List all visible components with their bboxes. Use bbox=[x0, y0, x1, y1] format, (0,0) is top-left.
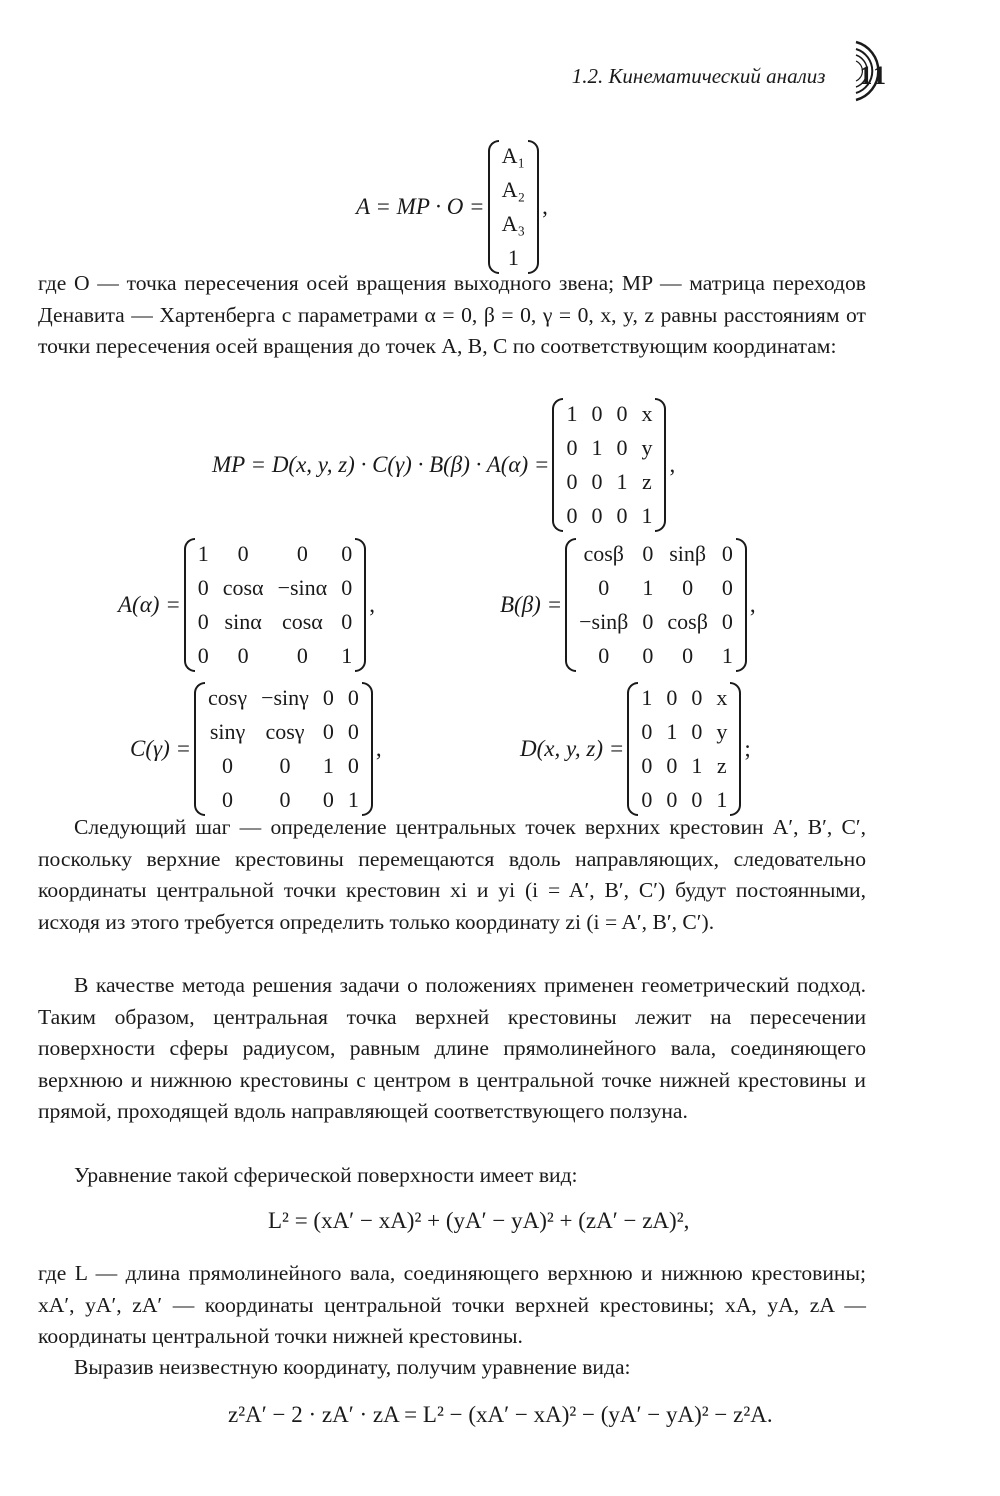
equation-c-gamma: C(γ) = cosγ −sinγ 0 0 sinγ cosγ 0 0 0 0 1 0 0 0 0 1 , bbox=[130, 682, 382, 816]
equation-b-beta: B(β) = cosβ 0 sinβ 0 0 1 0 0 −sinβ 0 cosβ 0 0 0 0 1 , bbox=[500, 538, 756, 672]
paragraph-4: Уравнение такой сферической поверхности имеет вид: bbox=[74, 1163, 578, 1187]
matrix-cell: 0 bbox=[591, 503, 603, 528]
matrix-cell: 0 bbox=[566, 469, 578, 494]
matrix-cell: 1 bbox=[347, 787, 359, 812]
matrix-cell: cosβ bbox=[583, 541, 624, 566]
matrix-cell: 0 bbox=[641, 753, 653, 778]
matrix-cell: 0 bbox=[322, 787, 334, 812]
matrix-cell: 0 bbox=[641, 787, 653, 812]
bracket-right bbox=[736, 538, 747, 672]
matrix-cell: 0 bbox=[222, 753, 234, 778]
matrix-cell: 1 bbox=[591, 435, 603, 460]
bracket-left bbox=[488, 140, 499, 274]
matrix-cell: y bbox=[716, 719, 728, 744]
equation-c-gamma-lhs: C(γ) = bbox=[130, 736, 191, 761]
matrix-cell: x bbox=[716, 685, 728, 710]
equation-d: D(x, y, z) = 1 0 0 x 0 1 0 y 0 0 1 z 0 0 0 1 ; bbox=[520, 682, 751, 816]
paragraph-3: В качестве метода решения задачи о положениях применен геометрический подход. Таким образом, центральная точка верхней крестовины лежит на пересечении поверхности сферы радиусом, равным длине прямолинейного вала, соединяющего верхнюю и нижнюю крестовины с центром в центральной точке нижней крестовины и прямой, проходящей вдоль направляющей соответствующего ползуна. bbox=[38, 973, 866, 1123]
bracket-right bbox=[362, 682, 373, 816]
matrix-cell: 1 bbox=[642, 575, 654, 600]
matrix-cell: 1 bbox=[566, 401, 578, 426]
section-title: 1.2. Кинематический анализ bbox=[571, 63, 826, 88]
equation-a-vector: A = MP · O = A₁ A₂ A₃ 1 , bbox=[356, 140, 548, 274]
matrix-cell: 0 bbox=[598, 643, 610, 668]
matrix-cell: 0 bbox=[296, 541, 308, 566]
equation-b-beta-lhs: B(β) = bbox=[500, 592, 563, 617]
matrix-cell: 0 bbox=[642, 541, 654, 566]
bracket-left bbox=[565, 538, 576, 672]
matrix-cell: 1 bbox=[322, 753, 334, 778]
bracket-left bbox=[552, 398, 563, 532]
matrix-cell: 0 bbox=[682, 643, 694, 668]
matrix-cell: 1 bbox=[197, 541, 209, 566]
matrix-cell: 1 bbox=[666, 719, 678, 744]
matrix-cell: 0 bbox=[616, 503, 628, 528]
matrix-cell: 0 bbox=[591, 469, 603, 494]
paragraph-6: Выразив неизвестную координату, получим уравнение вида: bbox=[74, 1355, 631, 1379]
a-vector-entry: A₂ bbox=[501, 177, 526, 202]
bracket-right bbox=[655, 398, 666, 532]
matrix-cell: 0 bbox=[642, 643, 654, 668]
equation-result: z²A′ − 2 · zA′ · zA = L² − (xA′ − xA)² − (yA′ − yA)² − z²A. bbox=[228, 1402, 773, 1427]
equation-d-lhs: D(x, y, z) = bbox=[520, 736, 625, 761]
matrix-cell: −sinγ bbox=[261, 685, 309, 710]
matrix-cell: 0 bbox=[721, 541, 733, 566]
matrix-cell: 0 bbox=[341, 609, 353, 634]
matrix-cell: 0 bbox=[197, 609, 209, 634]
b-beta-matrix bbox=[579, 538, 733, 672]
matrix-cell: 1 bbox=[716, 787, 728, 812]
page-corner-arcs-icon bbox=[836, 36, 896, 106]
matrix-cell: 0 bbox=[691, 787, 703, 812]
bracket-left bbox=[627, 682, 638, 816]
c-gamma-matrix bbox=[208, 682, 359, 816]
matrix-cell: 0 bbox=[341, 541, 353, 566]
mp-matrix bbox=[566, 398, 652, 532]
matrix-cell: 1 bbox=[341, 643, 353, 668]
a-vector-entry: A₁ bbox=[501, 143, 526, 168]
matrix-cell: 0 bbox=[666, 787, 678, 812]
matrix-cell: 0 bbox=[347, 753, 359, 778]
equation-mp: MP = D(x, y, z) · C(γ) · B(β) · A(α) = 1 0 0 x 0 1 0 y 0 0 1 z 0 0 0 1 , bbox=[212, 398, 675, 532]
matrix-cell: 0 bbox=[691, 685, 703, 710]
matrix-cell: 0 bbox=[566, 503, 578, 528]
d-matrix bbox=[641, 682, 727, 816]
matrix-cell: 0 bbox=[322, 685, 334, 710]
paragraph-2: Следующий шаг — определение центральных точек верхних крестовин A′, B′, C′, поскольку верхние крестовины перемещаются вдоль направляющих, следовательно координаты центральной точки крестовин xi и yi (i = A′, B′, C′) будут постоянными, исходя из этого требуется определить только координату zi (i = A′, B′, C′). bbox=[38, 815, 866, 934]
matrix-cell: 1 bbox=[616, 469, 628, 494]
matrix-cell: 0 bbox=[682, 575, 694, 600]
matrix-cell: 0 bbox=[296, 643, 308, 668]
matrix-cell: 0 bbox=[666, 685, 678, 710]
matrix-cell: 1 bbox=[641, 685, 653, 710]
matrix-cell: 0 bbox=[279, 753, 291, 778]
matrix-cell: 0 bbox=[642, 609, 654, 634]
bracket-left bbox=[194, 682, 205, 816]
matrix-cell: −sinα bbox=[277, 575, 328, 600]
a-alpha-matrix bbox=[198, 538, 352, 672]
matrix-cell: 0 bbox=[721, 575, 733, 600]
equation-a-vector-lhs: A = MP · O = bbox=[356, 194, 485, 219]
equation-a-alpha-lhs: A(α) = bbox=[118, 592, 181, 617]
matrix-cell: 0 bbox=[341, 575, 353, 600]
matrix-cell: 0 bbox=[616, 435, 628, 460]
matrix-cell: 0 bbox=[347, 719, 359, 744]
matrix-cell: cosα bbox=[222, 575, 264, 600]
equation-mp-lhs: MP = D(x, y, z) · C(γ) · B(β) · A(α) = bbox=[212, 452, 550, 477]
matrix-cell: 0 bbox=[197, 575, 209, 600]
matrix-cell: 0 bbox=[322, 719, 334, 744]
page-number: 11 bbox=[859, 61, 888, 90]
matrix-cell: y bbox=[641, 435, 653, 460]
matrix-cell: cosα bbox=[281, 609, 323, 634]
bracket-left bbox=[184, 538, 195, 672]
equation-a-alpha: A(α) = 1 0 0 0 0 cosα −sinα 0 0 sinα cosα 0 0 0 0 1 , bbox=[118, 538, 375, 672]
matrix-cell: 0 bbox=[222, 787, 234, 812]
bracket-right bbox=[528, 140, 539, 274]
matrix-cell: 0 bbox=[566, 435, 578, 460]
matrix-cell: sinγ bbox=[209, 719, 246, 744]
matrix-cell: 0 bbox=[237, 541, 249, 566]
matrix-cell: 1 bbox=[641, 503, 653, 528]
matrix-cell: cosβ bbox=[667, 609, 708, 634]
matrix-cell: cosγ bbox=[208, 685, 248, 710]
matrix-cell: 0 bbox=[347, 685, 359, 710]
equation-sphere: L² = (xA′ − xA)² + (yA′ − yA)² + (zA′ − zA)², bbox=[268, 1208, 690, 1233]
paragraph-5: где L — длина прямолинейного вала, соединяющего верхнюю и нижнюю крестовины; xA′, yA′, zA′ — координаты центральной точки верхней крестовины; xA, yA, zA — координаты центральной точки нижней крестовины. bbox=[38, 1261, 866, 1348]
matrix-cell: 0 bbox=[691, 719, 703, 744]
matrix-cell: 0 bbox=[641, 719, 653, 744]
matrix-cell: 0 bbox=[591, 401, 603, 426]
matrix-cell: 1 bbox=[721, 643, 733, 668]
matrix-cell: sinβ bbox=[669, 541, 707, 566]
a-vector bbox=[502, 140, 526, 274]
matrix-cell: 0 bbox=[598, 575, 610, 600]
matrix-cell: 0 bbox=[721, 609, 733, 634]
matrix-cell: z bbox=[716, 753, 727, 778]
matrix-cell: sinα bbox=[224, 609, 262, 634]
bracket-right bbox=[355, 538, 366, 672]
matrix-cell: x bbox=[641, 401, 653, 426]
a-vector-entry: A₃ bbox=[501, 211, 526, 236]
matrix-cell: 0 bbox=[666, 753, 678, 778]
matrix-cell: −sinβ bbox=[579, 609, 629, 634]
a-vector-entry: 1 bbox=[507, 245, 519, 270]
bracket-right bbox=[730, 682, 741, 816]
matrix-cell: 0 bbox=[237, 643, 249, 668]
matrix-cell: 1 bbox=[691, 753, 703, 778]
paragraph-1: где О — точка пересечения осей вращения выходного звена; MP — матрица переходов Денавита — Хартенберга с параметрами α = 0, β = 0, γ = 0, x, y, z равны расстояниям от точки пересечения осей вращения до точек A, B, C по соответствующим координатам: bbox=[38, 271, 866, 358]
matrix-cell: z bbox=[642, 469, 652, 494]
matrix-cell: 0 bbox=[197, 643, 209, 668]
matrix-cell: 0 bbox=[279, 787, 291, 812]
matrix-cell: cosγ bbox=[265, 719, 305, 744]
matrix-cell: 0 bbox=[616, 401, 628, 426]
